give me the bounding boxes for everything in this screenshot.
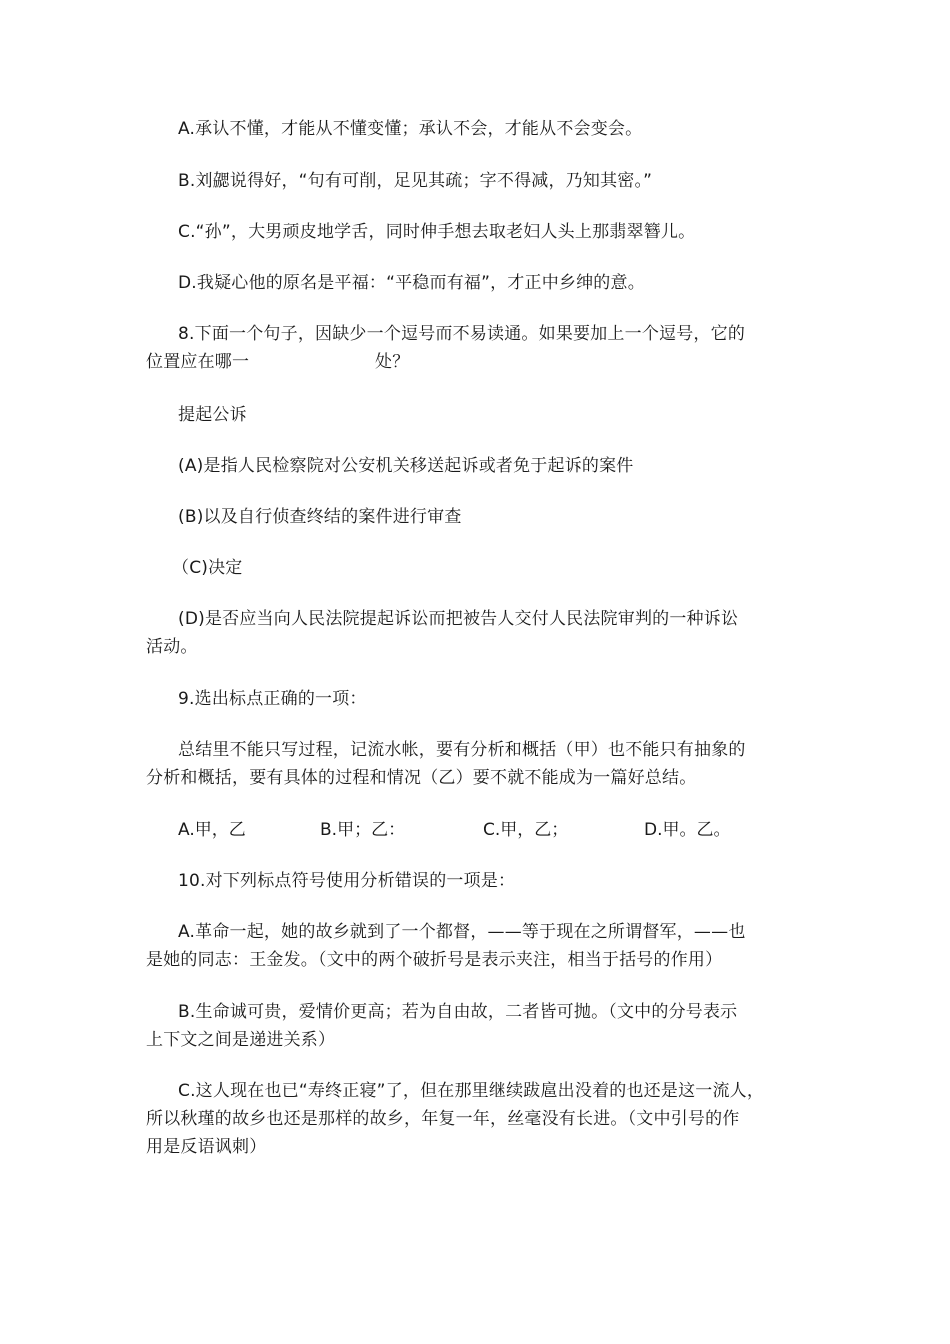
q8-segment-b: (B)以及自行侦查终结的案件进行审查 xyxy=(178,507,462,527)
q9-option-b: B.甲；乙： xyxy=(320,820,406,840)
q8-stem-line1: 8.下面一个句子，因缺少一个逗号而不易读通。如果要加上一个逗号，它的 xyxy=(178,324,746,344)
q10-option-b-line2: 上下文之间是递进关系） xyxy=(146,1030,336,1050)
q8-sentence-lead: 提起公诉 xyxy=(178,405,247,425)
q9-option-c: C.甲，乙； xyxy=(483,820,569,840)
q10-option-c-line1: C.这人现在也已“寿终正寝”了，但在那里继续跋扈出没着的也还是这一流人， xyxy=(178,1081,765,1101)
q9-option-d: D.甲。乙。 xyxy=(644,820,731,840)
q10-option-a-line2: 是她的同志：王金发。（文中的两个破折号是表示夹注，相当于括号的作用） xyxy=(146,950,723,970)
q7-option-b: B.刘勰说得好，“句有可削，足见其疏；字不得减，乃知其密。” xyxy=(178,171,653,191)
q10-stem: 10.对下列标点符号使用分析错误的一项是： xyxy=(178,871,516,891)
q9-option-a: A.甲，乙 xyxy=(178,820,246,840)
q8-stem-line2-b: 处？ xyxy=(375,352,410,372)
q8-segment-d-line1: (D)是否应当向人民法院提起诉讼而把被告人交付人民法院审判的一种诉讼 xyxy=(178,609,739,629)
q10-option-c-line3: 用是反语讽刺） xyxy=(146,1137,267,1157)
q8-segment-d-line2: 活动。 xyxy=(146,637,198,657)
q8-segment-a: (A)是指人民检察院对公安机关移送起诉或者免于起诉的案件 xyxy=(178,456,634,476)
q7-option-a: A.承认不懂，才能从不懂变懂；承认不会，才能从不会变会。 xyxy=(178,119,643,139)
q9-stem: 9.选出标点正确的一项： xyxy=(178,689,367,709)
q9-passage-line2: 分析和概括，要有具体的过程和情况（乙）要不就不能成为一篇好总结。 xyxy=(146,768,697,788)
q8-segment-c: （C)决定 xyxy=(172,558,243,578)
q10-option-a-line1: A.革命一起，她的故乡就到了一个都督，——等于现在之所谓督军，——也 xyxy=(178,922,746,942)
q9-passage-line1: 总结里不能只写过程，记流水帐，要有分析和概括（甲）也不能只有抽象的 xyxy=(178,740,746,760)
q8-stem-line2-a: 位置应在哪一 xyxy=(146,352,250,372)
q10-option-b-line1: B.生命诚可贵，爱情价更高；若为自由故，二者皆可抛。（文中的分号表示 xyxy=(178,1002,738,1022)
q7-option-d: D.我疑心他的原名是平福：“平稳而有福”，才正中乡绅的意。 xyxy=(178,273,645,293)
q10-option-c-line2: 所以秋瑾的故乡也还是那样的故乡，年复一年，丝毫没有长进。（文中引号的作 xyxy=(146,1109,740,1129)
q7-option-c: C.“孙”，大男顽皮地学舌，同时伸手想去取老妇人头上那翡翠簪儿。 xyxy=(178,222,696,242)
